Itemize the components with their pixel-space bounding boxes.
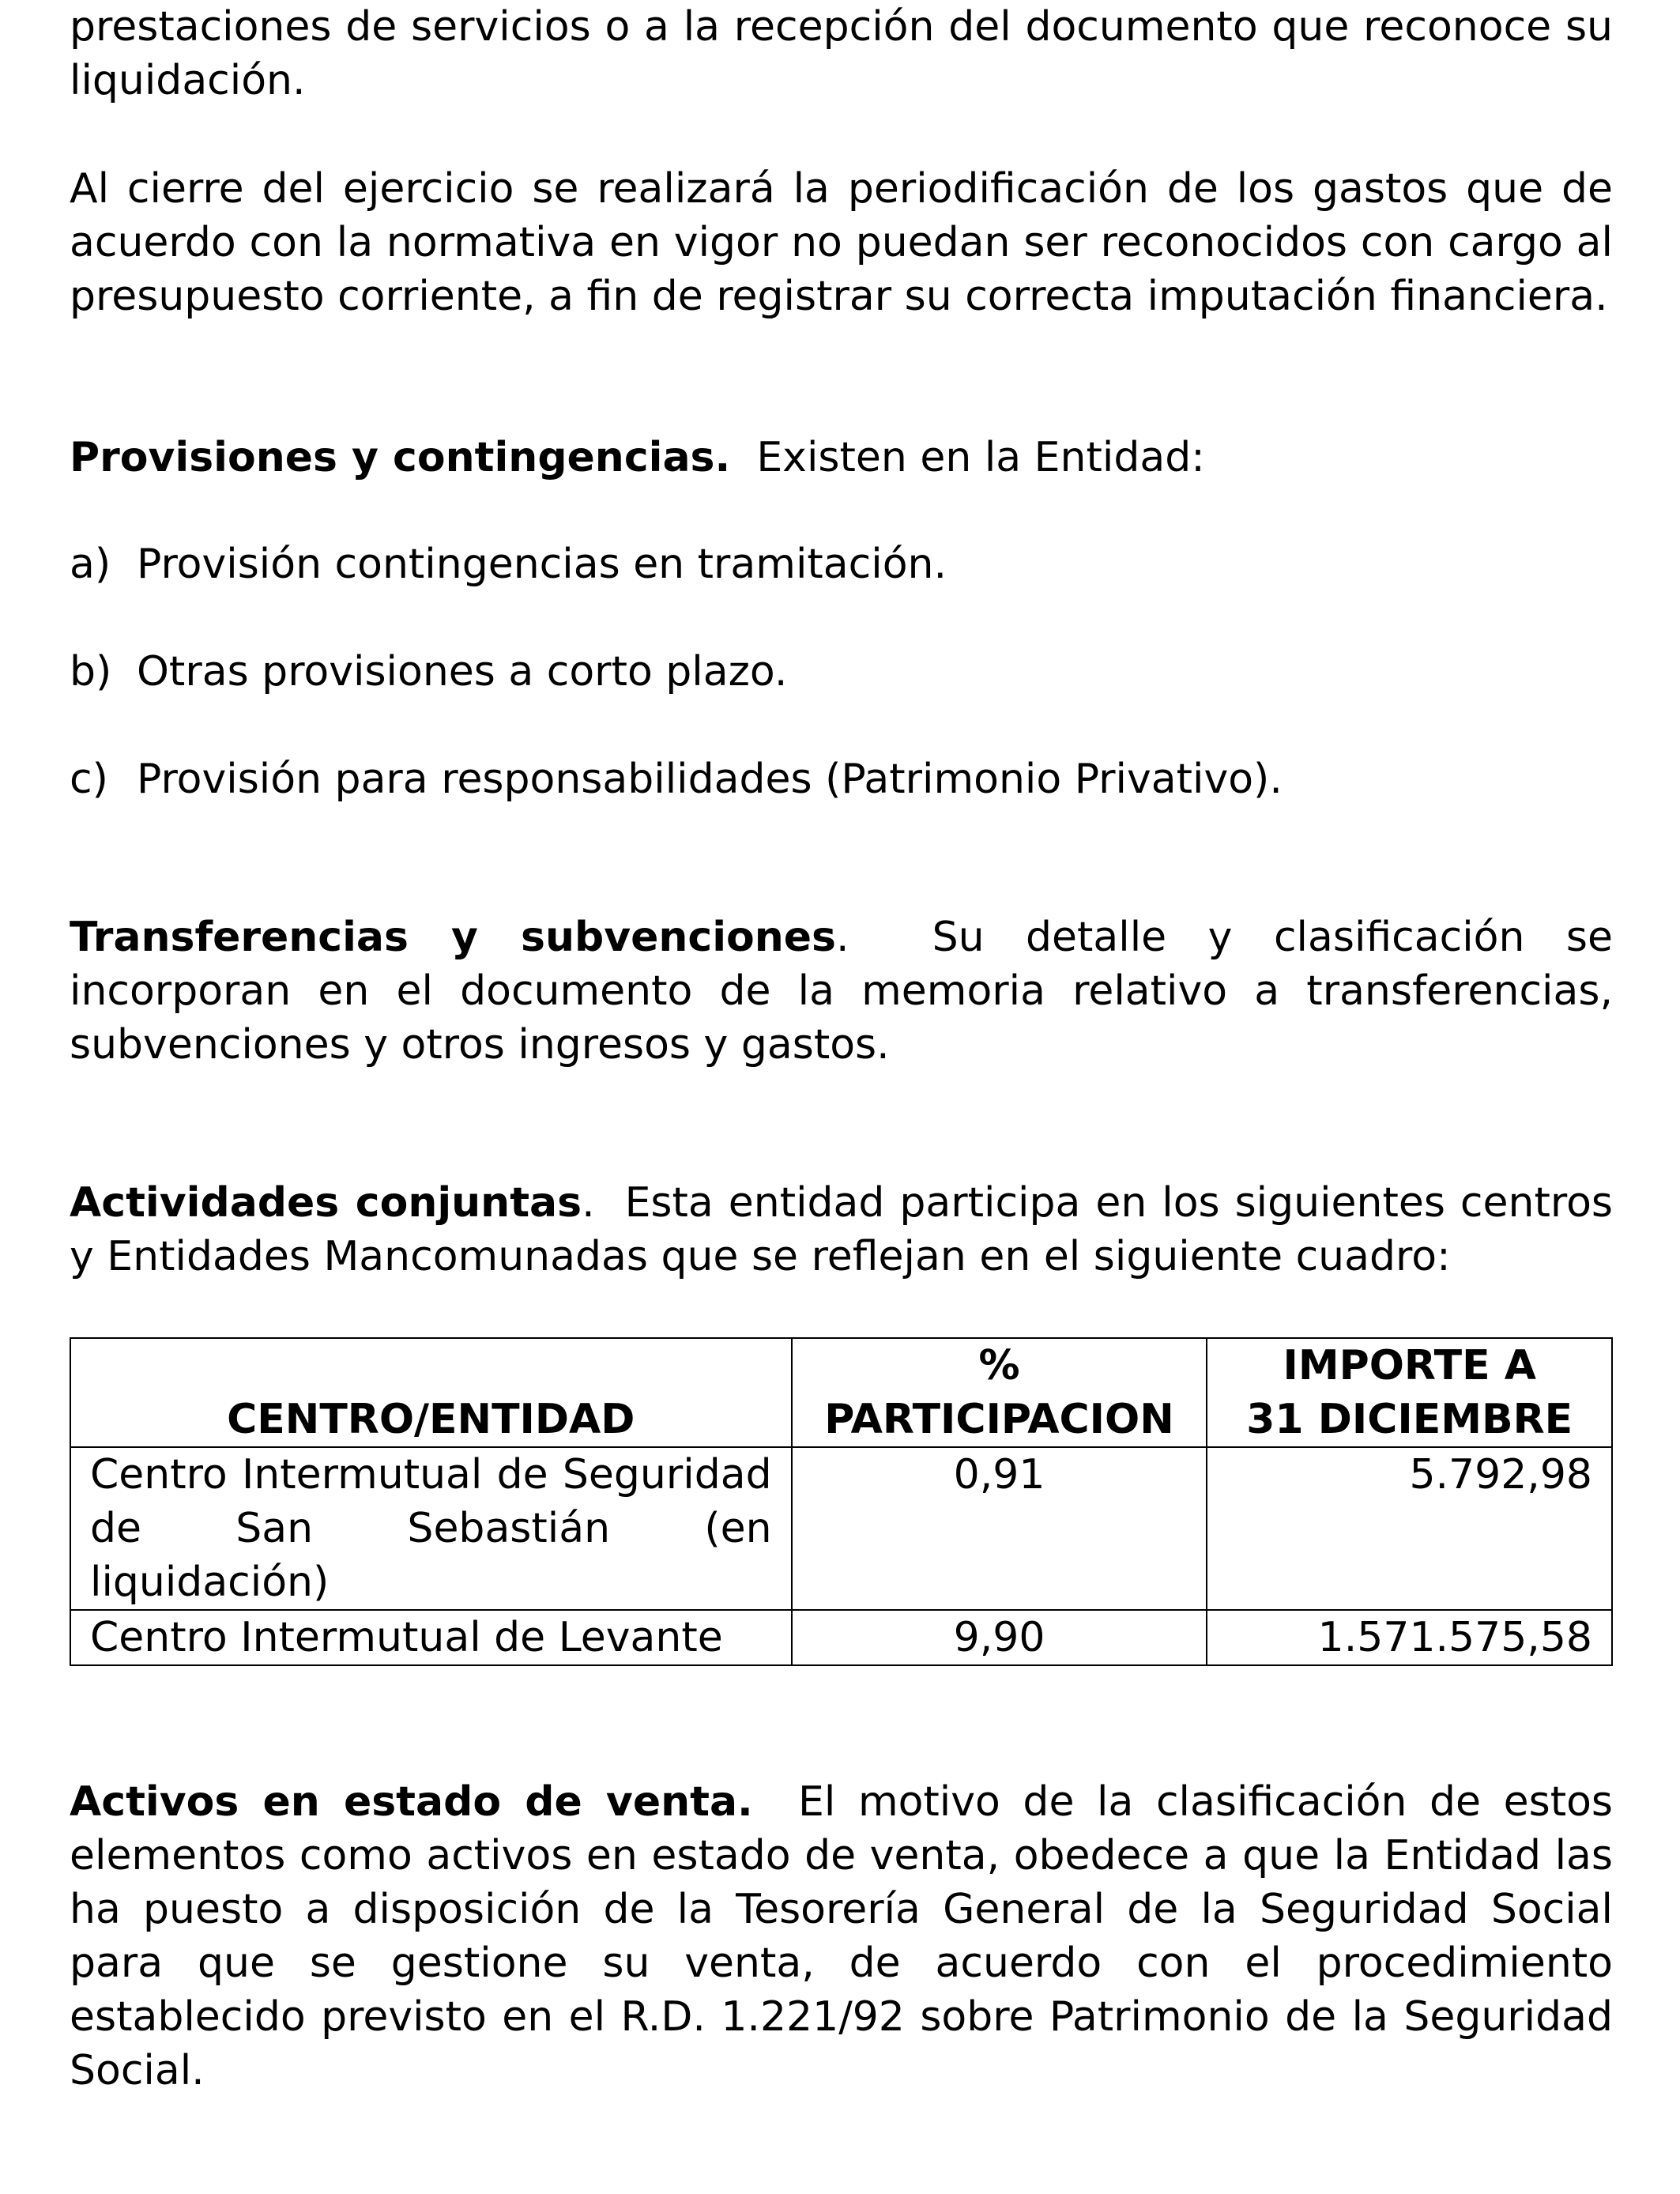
table-row (70, 1447, 1612, 1610)
list-item-text: Provisión para responsabilidades (Patrimonio Privativo). (137, 756, 1283, 803)
header-centro: CENTRO/ENTIDAD (70, 1338, 792, 1447)
header-participacion-line1: % (978, 1342, 1020, 1389)
header-participacion-line2: PARTICIPACION (824, 1396, 1174, 1443)
cell-participacion: 0,91 (792, 1447, 1207, 1610)
provisiones-title: Provisiones y contingencias. (70, 434, 731, 481)
table-row (70, 1610, 1612, 1665)
provisiones-paragraph (70, 431, 1613, 484)
cell-importe: 1.571.575,58 (1207, 1610, 1612, 1665)
list-marker: c) (70, 756, 108, 803)
header-importe (1207, 1338, 1612, 1447)
list-item-text: Otras provisiones a corto plazo. (137, 648, 788, 696)
transferencias-text: Su detalle y clasificación se incorporan en el documento de la memoria relativo a transferencias, subvenciones y otros ingresos y gastos. (70, 914, 1613, 1069)
list-marker: a) (70, 541, 111, 588)
transferencias-paragraph (70, 910, 1613, 1072)
list-item (70, 645, 1613, 699)
list-item (70, 752, 1613, 806)
periodificacion-paragraph: Al cierre del ejercicio se realizará la periodificación de los gastos que de acuerdo con la normativa en vigor no puedan ser reconocidos con cargo al presupuesto corriente, a fin de registrar su correcta imputación financiera. (70, 165, 1613, 320)
header-participacion (792, 1338, 1207, 1447)
cell-centro: Centro Intermutual de Levante (70, 1610, 792, 1665)
provisiones-intro: Existen en la Entidad: (756, 434, 1205, 481)
cell-participacion: 9,90 (792, 1610, 1207, 1665)
table-header-row (70, 1338, 1612, 1447)
transferencias-title-punct: . (836, 914, 849, 961)
actividades-title: Actividades conjuntas (70, 1179, 582, 1227)
centros-table (70, 1337, 1613, 1666)
list-item (70, 537, 1613, 591)
list-item-text: Provisión contingencias en tramitación. (137, 541, 947, 588)
actividades-title-punct: . (582, 1179, 595, 1227)
activos-title: Activos en estado de venta. (70, 1778, 753, 1826)
actividades-paragraph (70, 1176, 1613, 1284)
cell-centro: Centro Intermutual de Seguridad de San Sebastián (en liquidación) (70, 1447, 792, 1610)
activos-text: El motivo de la clasificación de estos elementos como activos en estado de venta, obedece a que la Entidad las ha puesto a disposición de la Tesorería General de la Seguridad Social para que se gestione su venta, de acuerdo con el procedimiento establecido previsto en el R.D. 1.221/92 sobre Patrimonio de la Seguridad Social. (70, 1778, 1613, 2094)
provisiones-list (70, 537, 1613, 806)
actividades-text: Esta entidad participa en los siguientes centros y Entidades Mancomunadas que se reflejan en el siguiente cuadro: (70, 1179, 1613, 1280)
intro-paragraph: prestaciones de servicios o a la recepción del documento que reconoce su liquidación. (70, 3, 1613, 104)
activos-paragraph (70, 1775, 1613, 2098)
header-importe-line2: 31 DICIEMBRE (1246, 1396, 1573, 1443)
cell-importe: 5.792,98 (1207, 1447, 1612, 1610)
list-marker: b) (70, 648, 112, 696)
header-importe-line1: IMPORTE A (1283, 1342, 1536, 1389)
transferencias-title: Transferencias y subvenciones (70, 914, 837, 961)
